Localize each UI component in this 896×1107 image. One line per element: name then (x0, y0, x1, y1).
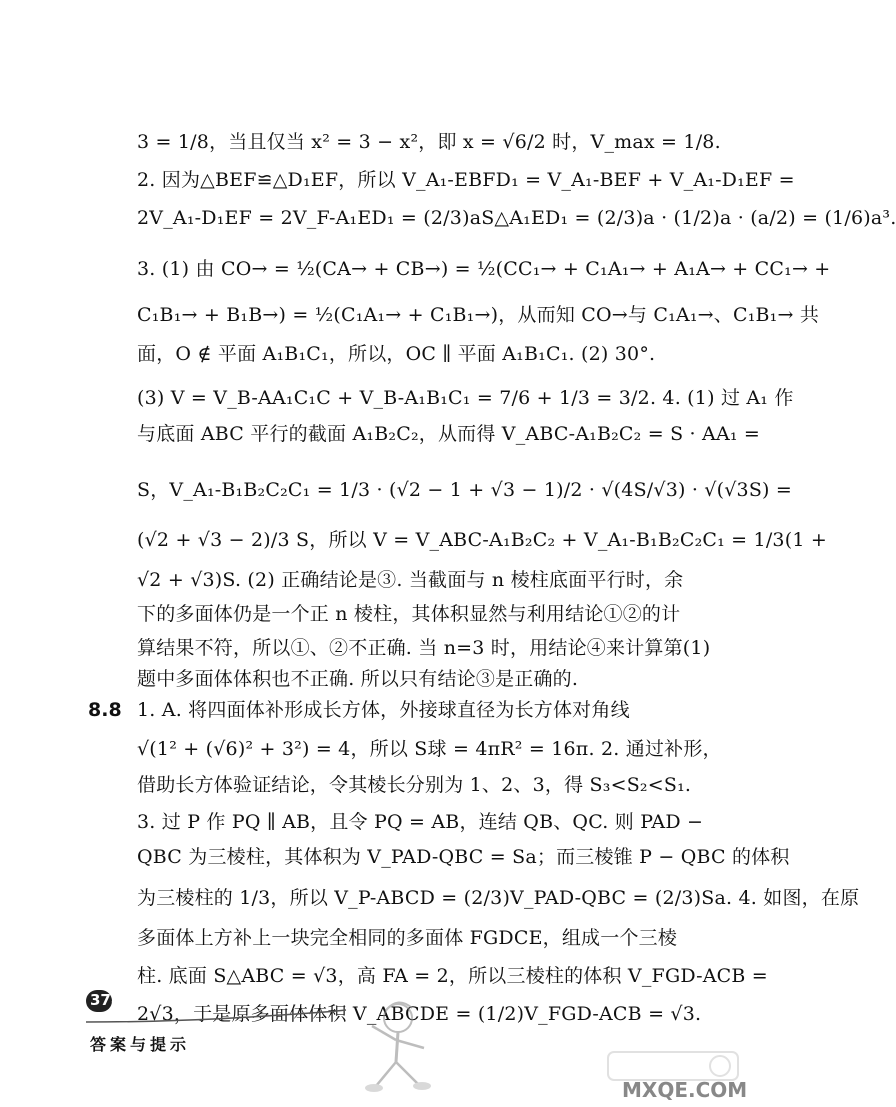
text-line: C₁B₁→ + B₁B→) = ½(C₁A₁→ + C₁B₁→)，从而知 CO→与 C₁A₁→、C₁B₁→ 共 (137, 304, 820, 326)
text-line: 2. 因为△BEF≌△D₁EF，所以 V_A₁-EBFD₁ = V_A₁-BEF + V_A₁-D₁EF = (137, 169, 795, 191)
text-line: 为三棱柱的 1/3，所以 V_P-ABCD = (2/3)V_PAD-QBC = (2/3)Sa. 4. 如图，在原 (137, 887, 860, 909)
text-line: 多面体上方补上一块完全相同的多面体 FGDCE，组成一个三棱 (137, 927, 678, 949)
text-line: (√2 + √3 − 2)/3 S，所以 V = V_ABC-A₁B₂C₂ + V_A₁-B₁B₂C₂C₁ = 1/3(1 + (137, 529, 827, 551)
text-line: 与底面 ABC 平行的截面 A₁B₂C₂，从而得 V_ABC-A₁B₂C₂ = S · AA₁ = (137, 423, 761, 445)
text-line: 2V_A₁-D₁EF = 2V_F-A₁ED₁ = (2/3)aS△A₁ED₁ = (2/3)a · (1/2)a · (a/2) = (1/6)a³. (137, 207, 896, 229)
watermark-text: MXQE.COM (622, 1078, 748, 1102)
text-line: 2√3，于是原多面体体积 V_ABCDE = (1/2)V_FGD-ACB = √3. (137, 1003, 702, 1025)
text-line: 3. (1) 由 CO→ = ½(CA→ + CB→) = ½(CC₁→ + C₁A₁→ + A₁A→ + CC₁→ + (137, 258, 831, 280)
text-line: 题中多面体体积也不正确. 所以只有结论③是正确的. (137, 668, 579, 690)
text-line: 下的多面体仍是一个正 n 棱柱，其体积显然与利用结论①②的计 (137, 603, 681, 625)
text-line: 算结果不符，所以①、②不正确. 当 n=3 时，用结论④来计算第(1) (137, 637, 711, 659)
text-line: S，V_A₁-B₁B₂C₂C₁ = 1/3 · (√2 − 1 + √3 − 1)/2 · √(4S/√3) · √(√3S) = (137, 479, 793, 501)
text-line: 面，O ∉ 平面 A₁B₁C₁，所以，OC ∥ 平面 A₁B₁C₁. (2) 30°. (137, 343, 656, 365)
mascot-icon (336, 996, 466, 1096)
text-line: QBC 为三棱柱，其体积为 V_PAD-QBC = Sa；而三棱锥 P − QBC 的体积 (137, 846, 790, 868)
text-line: 3 = 1/8，当且仅当 x² = 3 − x²，即 x = √6/2 时，V_max = 1/8. (137, 131, 721, 153)
footer-label: 答案与提示 (90, 1035, 191, 1054)
text-line: 3. 过 P 作 PQ ∥ AB，且令 PQ = AB，连结 QB、QC. 则 PAD − (137, 811, 704, 833)
page-number: 378 (90, 991, 122, 1009)
text-line: 1. A. 将四面体补形成长方体，外接球直径为长方体对角线 (137, 699, 630, 721)
text-line: √2 + √3)S. (2) 正确结论是③. 当截面与 n 棱柱底面平行时，余 (137, 569, 684, 591)
text-line: (3) V = V_B-AA₁C₁C + V_B-A₁B₁C₁ = 7/6 + 1/3 = 3/2. 4. (1) 过 A₁ 作 (137, 387, 794, 409)
section-label: 8.8 (88, 699, 122, 721)
footer-swoosh (86, 1008, 346, 1024)
text-line: √(1² + (√6)² + 3²) = 4，所以 S球 = 4πR² = 16π. 2. 通过补形， (137, 738, 722, 760)
text-line: 柱. 底面 S△ABC = √3，高 FA = 2，所以三棱柱的体积 V_FGD-ACB = (137, 965, 768, 987)
text-line: 借助长方体验证结论，令其棱长分别为 1、2、3，得 S₃<S₂<S₁. (137, 774, 692, 796)
